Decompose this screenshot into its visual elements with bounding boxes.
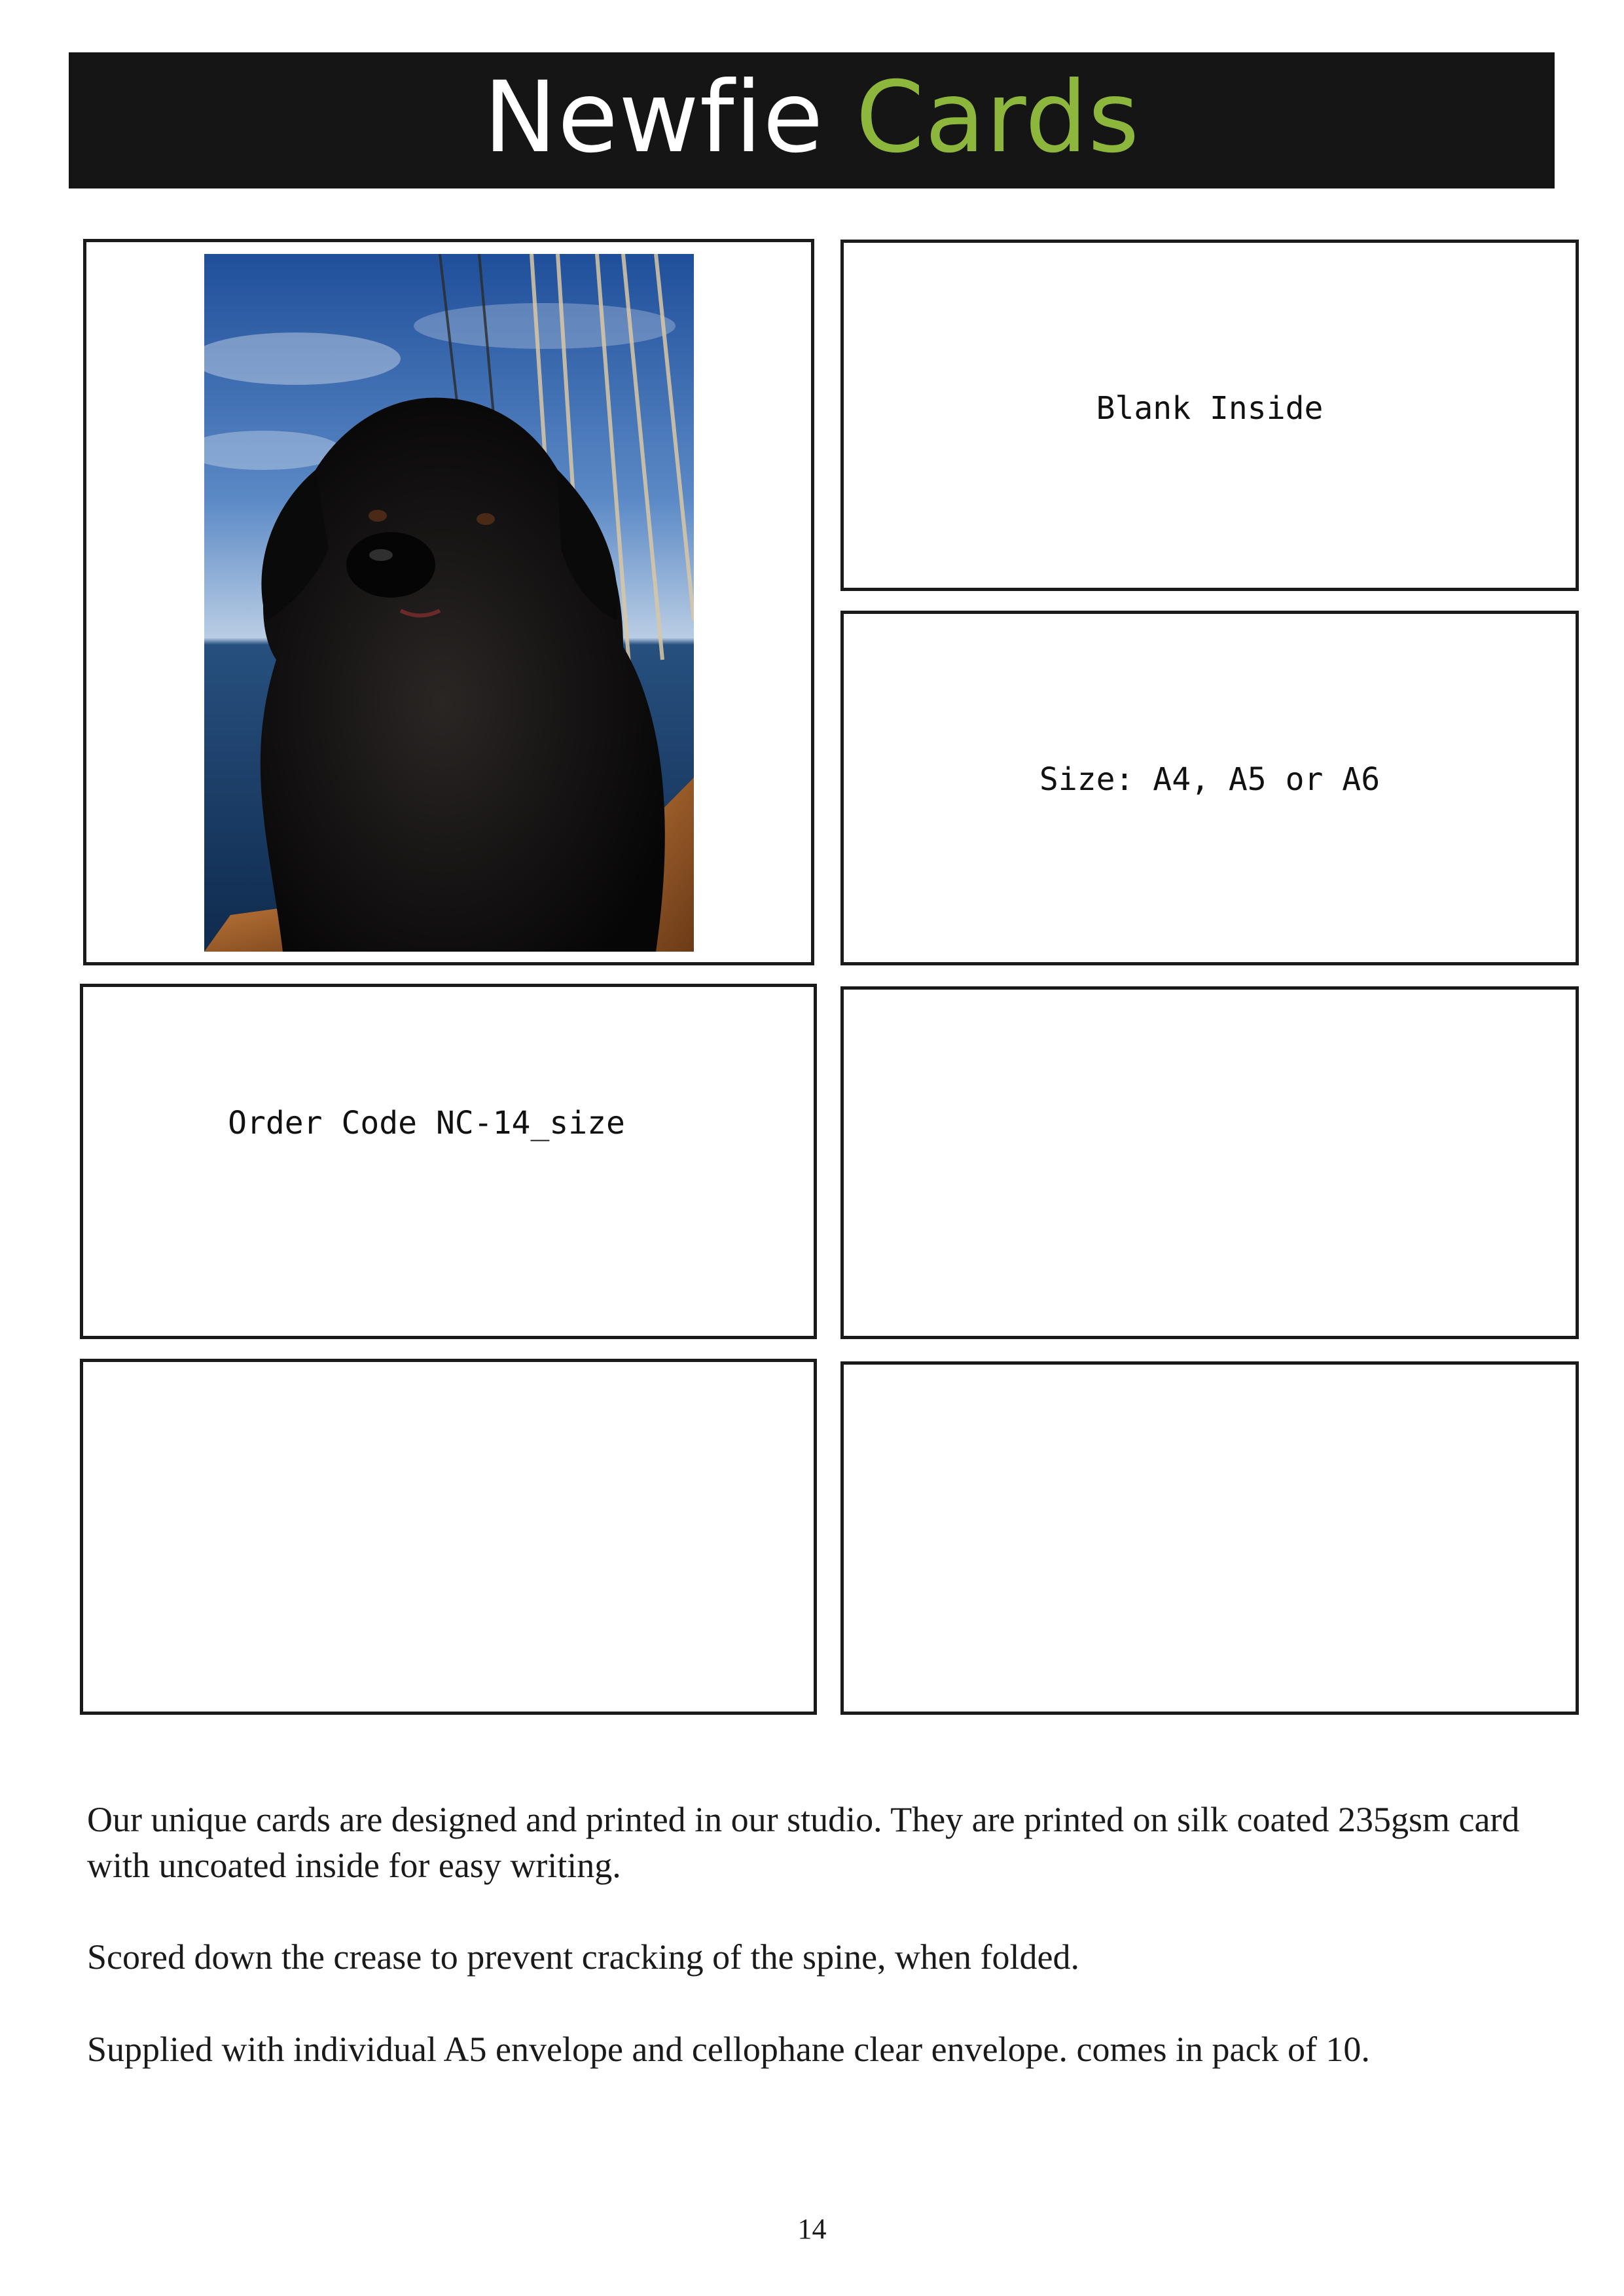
- card-photo-frame: [83, 239, 814, 965]
- title-word-newfie: Newfie: [483, 61, 824, 175]
- page-number: 14: [797, 2213, 827, 2245]
- page-title: [483, 61, 1140, 175]
- empty-box: [840, 1361, 1579, 1715]
- title-bar: [69, 52, 1555, 188]
- size-box: [840, 611, 1579, 965]
- order-code-label: Order Code NC-14_size: [228, 1105, 625, 1141]
- empty-box: [80, 1359, 817, 1715]
- title-word-cards: Cards: [856, 61, 1140, 175]
- description-paragraph: Our unique cards are designed and printed in our studio. They are printed on silk coated 235gsm card with uncoated inside for easy writing.: [87, 1800, 1520, 1885]
- blank-inside-label: Blank Inside: [1096, 390, 1324, 427]
- description-paragraph: Supplied with individual A5 envelope and cellophane clear envelope. comes in pack of 10.: [87, 2030, 1370, 2069]
- order-code-box: [80, 984, 817, 1339]
- blank-inside-box: [840, 240, 1579, 591]
- empty-box: [840, 986, 1579, 1339]
- size-label: Size: A4, A5 or A6: [1039, 761, 1380, 798]
- description-paragraph: Scored down the crease to prevent cracking of the spine, when folded.: [87, 1937, 1079, 1977]
- newfoundland-dog-photo: [204, 254, 694, 952]
